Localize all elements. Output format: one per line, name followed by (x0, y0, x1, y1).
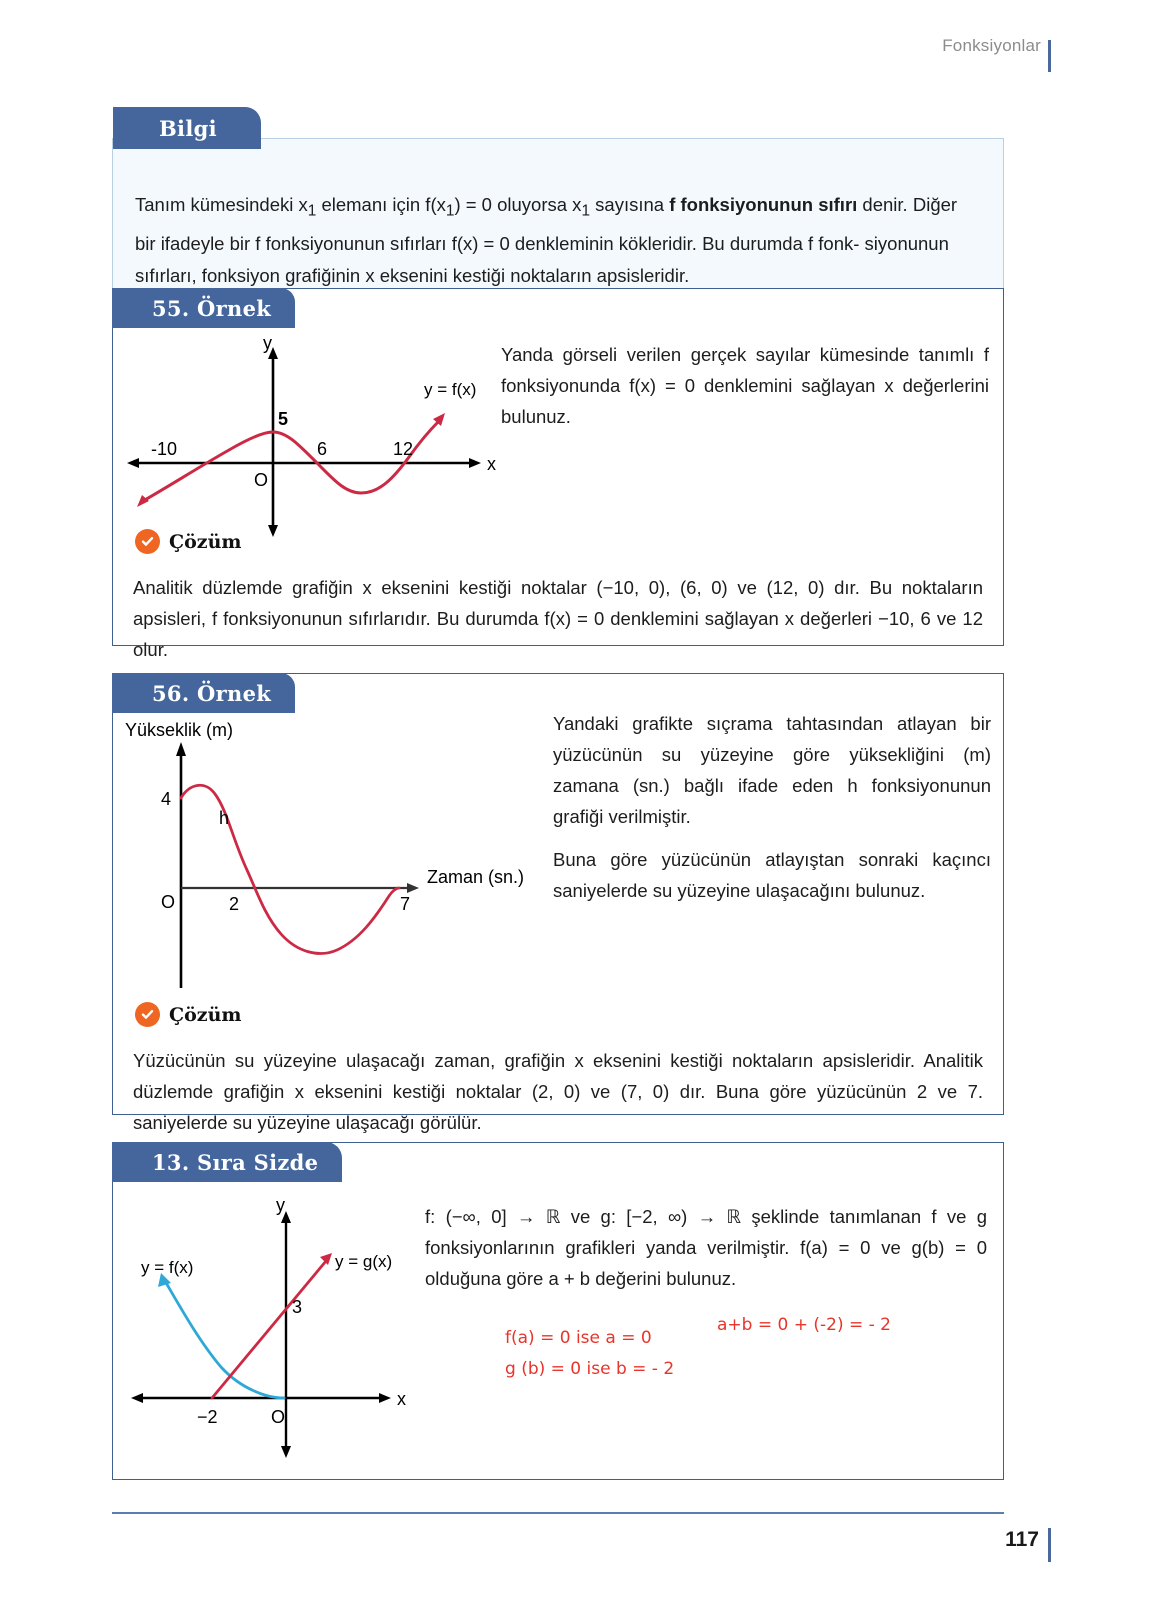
annotation-sum: a+b = 0 + (-2) = - 2 (717, 1315, 891, 1335)
example-55-body (113, 289, 1003, 660)
x-axis-arrow-left (127, 458, 139, 468)
info-line1-a: Tanım kümesindeki x (135, 194, 308, 215)
x-axis-label: x (487, 454, 496, 474)
example-56-solution-label: Çözüm (169, 1003, 242, 1026)
curve-arrow-start (137, 495, 149, 507)
root-label-12: 12 (393, 439, 414, 459)
footer-accent-bar (1048, 1528, 1051, 1562)
sira-sizde-13-question: f: (−∞, 0] → ℝ ve g: [−2, ∞) → ℝ şeklinde tanımlanan f ve g fonksiyonlarının grafikleri yanda verilmiştir. f(a) = 0 ve g(b) = 0 olduğuna göre a + b değerini bulunuz. (425, 1206, 987, 1289)
example-55-tab-label: 55. Örnek (152, 295, 272, 321)
function-curve (143, 421, 439, 501)
info-line1-b: elemanı için f(x (316, 194, 446, 215)
example-56-question-p1: Yandaki grafikte sıçrama tahtasından atlayan bir yüzücünün su yüzeyine göre yüksekliğini (m) zamana (sn.) bağlı ifade eden h fonksiyonunun grafiği verilmiştir. (553, 713, 991, 827)
x-axis-label: x (397, 1389, 406, 1409)
x-intercept-label: −2 (197, 1407, 218, 1427)
y-axis-arrow-down (281, 1446, 291, 1458)
page-number: 117 (1005, 1528, 1039, 1551)
curve-label: h (219, 808, 230, 828)
example-56-tab (112, 673, 295, 713)
root-label-6: 6 (317, 439, 328, 459)
info-sub-1: 1 (307, 202, 317, 220)
header-accent-bar (1048, 40, 1051, 72)
g-line-label: y = g(x) (335, 1252, 393, 1271)
sira-sizde-13-tab-label: 13. Sıra Sizde (152, 1149, 319, 1175)
root-label-7: 7 (400, 894, 411, 914)
y-axis-arrow-up (176, 742, 186, 756)
info-line1-e: denir. (857, 194, 908, 215)
x-axis-arrow-right (469, 458, 481, 468)
f-curve-label: y = f(x) (141, 1258, 194, 1277)
example-56-solution-text: Yüzücünün su yüzeyine ulaşacağı zaman, grafiğin x eksenini kestiği noktaların apsisleridir. Analitik düzlemde grafiğin x eksenini kestiği noktalar (2, 0) ve (7, 0) dır. Buna göre yüzücünün 2 ve 7. saniyelerde su yüzeyine ulaşacağı görülür. (133, 1050, 983, 1133)
example-55-solution-header (135, 529, 242, 554)
y-axis-label: Yükseklik (m) (125, 720, 234, 740)
example-55-solution-label: Çözüm (169, 530, 242, 553)
example-55-section (112, 288, 1004, 660)
check-circle-icon (135, 529, 160, 554)
header-title: Fonksiyonlar (942, 36, 1041, 55)
example-55-tab (112, 288, 295, 328)
info-tab-label: Bilgi (159, 115, 217, 141)
example-55-question: Yanda görseli verilen gerçek sayılar kümesinde tanımlı f fonksiyonunda f(x) = 0 denklemini sağlayan x değerlerini bulunuz. (501, 344, 989, 427)
y-axis-label: y (263, 333, 272, 353)
sira-sizde-13-section (112, 1142, 1004, 1480)
example-56-tab-label: 56. Örnek (152, 680, 272, 706)
info-line2: Diğer bir ifadeyle bir f fonksiyonunun sıfırları f(x) = 0 denkleminin kökleridir. Bu durumda f fonk- (135, 194, 958, 254)
annotation-f-root: f(a) = 0 ise a = 0 (505, 1328, 652, 1348)
sira-sizde-13-body (113, 1143, 1003, 1479)
example-55-solution-text: Analitik düzlemde grafiğin x eksenini kestiği noktalar (−10, 0), (6, 0) ve (12, 0) dır. Bu noktaların apsisleri, f fonksiyonunun sıfırlarıdır. Bu durumda f(x) = 0 denklemini sağlayan x değerleri −10, 6 ve 12 olur. (133, 577, 983, 660)
y-intercept-label: 5 (278, 409, 289, 429)
info-line1-bold: f fonksiyonunun sıfırı (669, 194, 858, 215)
y-axis-arrow-down (268, 525, 278, 537)
root-label-neg10: -10 (151, 439, 178, 459)
x-axis-arrow-right (407, 883, 419, 893)
example-56-solution-header (135, 1002, 242, 1027)
y-intercept-label: 4 (161, 789, 172, 809)
x-axis-label: Zaman (sn.) (427, 867, 525, 887)
info-line3: siyonunun sıfırları, fonksiyon grafiğinin x eksenini kestiği noktaların apsisleridir. (135, 232, 949, 286)
root-label-2: 2 (229, 894, 240, 914)
info-sub-3: 1 (581, 202, 591, 220)
y-intercept-label: 3 (292, 1297, 303, 1317)
g-line (212, 1261, 326, 1398)
example-55-graph (121, 333, 511, 538)
example-56-question-p2: Buna göre yüzücünün atlayıştan sonraki kaçıncı saniyelerde su yüzeyine ulaşacağını bulunuz. (553, 849, 991, 901)
info-paragraph (135, 189, 975, 292)
footer-divider (112, 1512, 1004, 1514)
example-56-graph (123, 718, 543, 998)
sira-sizde-13-tab (112, 1142, 342, 1182)
x-axis-arrow-right (379, 1393, 391, 1403)
sira-sizde-13-graph (121, 1195, 431, 1465)
example-56-body (113, 674, 1003, 1133)
page-header (942, 36, 1041, 56)
origin-label: O (161, 892, 176, 912)
example-56-section (112, 673, 1004, 1133)
function-curve (181, 785, 399, 953)
g-line-arrow (320, 1253, 332, 1265)
curve-label: y = f(x) (424, 380, 477, 399)
info-line1-c: ) = 0 oluyorsa x (454, 194, 582, 215)
info-line1-d: sayısına (590, 194, 670, 215)
origin-label: O (271, 1407, 286, 1427)
info-tab (113, 107, 261, 149)
x-axis-arrow-left (131, 1393, 143, 1403)
annotation-g-root: g (b) = 0 ise b = - 2 (505, 1359, 675, 1379)
origin-label: O (254, 470, 269, 490)
y-axis-label: y (276, 1195, 285, 1215)
info-sub-2: 1 (445, 202, 455, 220)
check-circle-icon (135, 1002, 160, 1027)
f-curve (165, 1281, 284, 1398)
